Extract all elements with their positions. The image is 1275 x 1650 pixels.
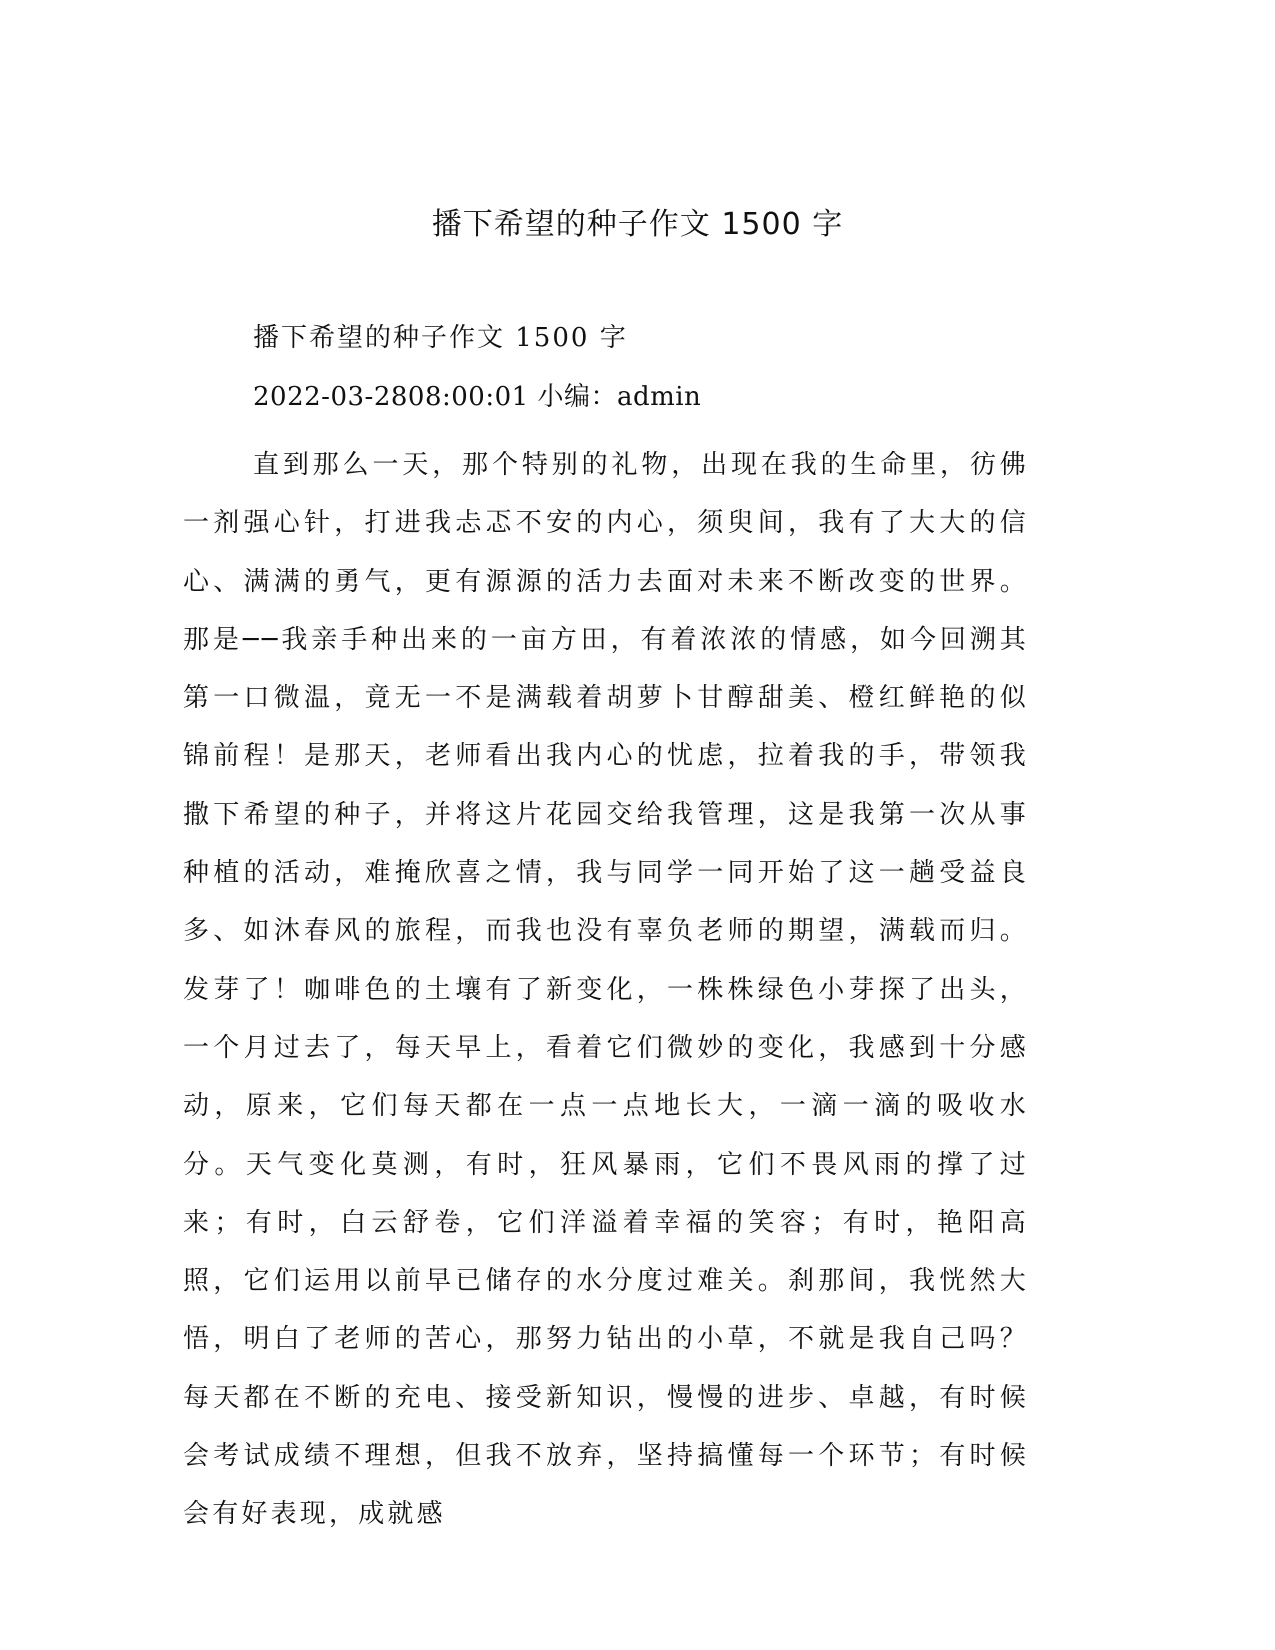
article-meta: 2022-03-2808:00:01 小编：admin: [253, 382, 702, 412]
article-body: 直到那么一天，那个特别的礼物，出现在我的生命里，彷佛一剂强心针，打进我忐忑不安的内心，须臾间，我有了大大的信心、满满的勇气，更有源源的活力去面对未来不断改变的世界。那是──我亲手种出来的一亩方田，有着浓浓的情感，如今回溯其第一口微温，竟无一不是满载着胡萝卜甘醇甜美、橙红鲜艳的似锦前程！是那天，老师看出我内心的忧虑，拉着我的手，带领我撒下希望的种子，并将这片花园交给我管理，这是我第一次从事种植的活动，难掩欣喜之情，我与同学一同开始了这一趟受益良多、如沐春风的旅程，而我也没有辜负老师的期望，满载而归。发芽了！咖啡色的土壤有了新变化，一株株绿色小芽探了出头，一个月过去了，每天早上，看着它们微妙的变化，我感到十分感动，原来，它们每天都在一点一点地长大，一滴一滴的吸收水分。天气变化莫测，有时，狂风暴雨，它们不畏风雨的撑了过来；有时，白云舒卷，它们洋溢着幸福的笑容；有时，艳阳高照，它们运用以前早已储存的水分度过难关。刹那间，我恍然大悟，明白了老师的苦心，那努力钻出的小草，不就是我自己吗？每天都在不断的充电、接受新知识，慢慢的进步、卓越，有时候会考试成绩不理想，但我不放弃，坚持搞懂每一个环节；有时候会有好表现，成就感: [183, 450, 1029, 1530]
article-subtitle: 播下希望的种子作文 1500 字: [253, 323, 628, 353]
document-title: 播下希望的种子作文 1500 字: [431, 207, 844, 242]
